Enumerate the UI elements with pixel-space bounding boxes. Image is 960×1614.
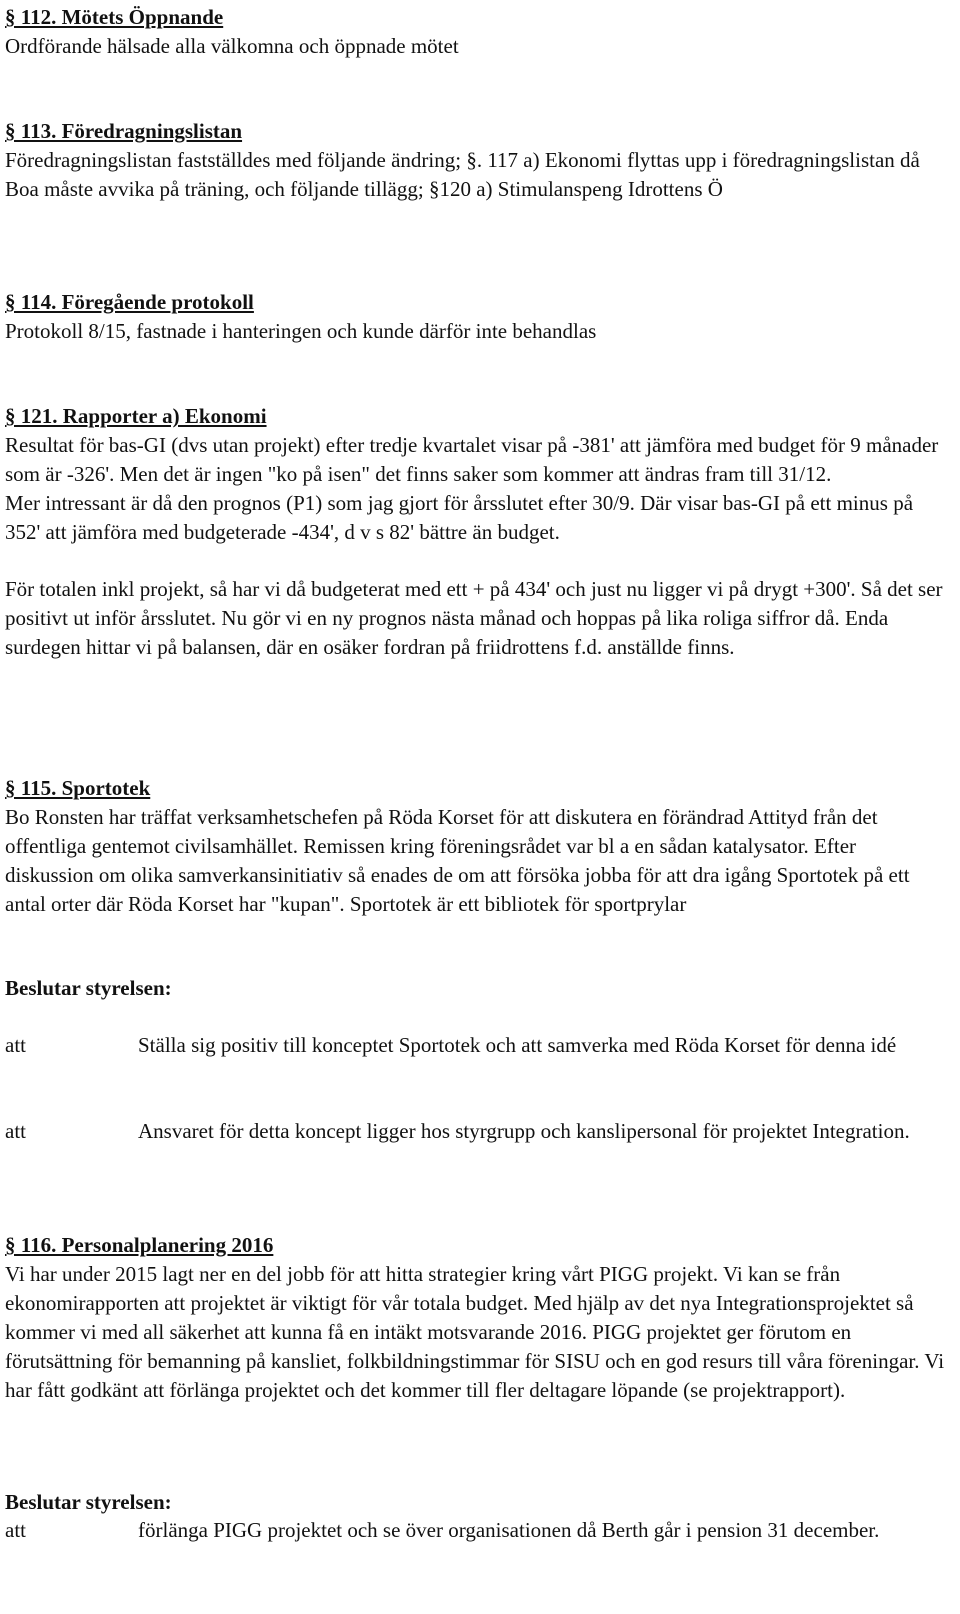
section-114: [5, 288, 945, 346]
resolution-text: Ansvaret för detta koncept ligger hos styrgrupp och kanslipersonal för projektet Integration.: [138, 1119, 910, 1143]
section-paragraph: För totalen inkl projekt, så har vi då budgeterat med ett + på 434' och just nu ligger vi på drygt +300'. Så det ser positivt ut inför årsslutet. Nu gör vi en ny prognos nästa månad och hoppas på lika roliga siffror då. Enda surdegen hittar vi på balansen, där en osäker fordran på friidrottens f.d. anställde finns.: [5, 577, 943, 659]
resolution-text: Ställa sig positiv till konceptet Sportotek och att samverka med Röda Korset för denna idé: [138, 1033, 897, 1057]
section-heading: § 116. Personalplanering 2016: [5, 1233, 274, 1257]
section-paragraph: Resultat för bas-GI (dvs utan projekt) efter tredje kvartalet visar på -381' att jämföra med budget för 9 månader som är -326'. Men det är ingen "ko på isen" det finns saker som kommer att ändras fram till 31/12.: [5, 433, 939, 486]
decision-label: Beslutar styrelsen:: [5, 976, 172, 1000]
section-112: [5, 3, 945, 61]
resolution-item: [5, 1516, 945, 1574]
decision-label: Beslutar styrelsen:: [5, 1490, 172, 1514]
section-heading: § 112. Mötets Öppnande: [5, 5, 224, 29]
section-116: [5, 1231, 945, 1405]
section-paragraph: Ordförande hälsade alla välkomna och öppnade mötet: [5, 34, 459, 58]
section-heading: § 114. Föregående protokoll: [5, 290, 254, 314]
resolution-prefix: att: [5, 1119, 26, 1143]
section-paragraph: Bo Ronsten har träffat verksamhetschefen på Röda Korset för att diskutera en förändrad Attityd från det offentliga gentemot civilsamhället. Remissen kring föreningsrådet var bl a en sådan katalysator. Efter diskussion om olika samverkansinitiativ så enades de om att försöka jobba för att dra igång Sportotek på ett antal orter där Röda Korset har "kupan". Sportotek är ett bibliotek för sportprylar: [5, 805, 910, 916]
resolution-item: [5, 1117, 945, 1175]
section-heading: § 115. Sportotek: [5, 776, 151, 800]
section-121: [5, 402, 945, 662]
section-115: [5, 774, 945, 919]
resolution-text: förlänga PIGG projektet och se över organisationen då Berth går i pension 31 december.: [138, 1518, 880, 1542]
resolution-prefix: att: [5, 1518, 26, 1542]
section-heading: § 121. Rapporter a) Ekonomi: [5, 404, 267, 428]
section-paragraph: Vi har under 2015 lagt ner en del jobb för att hitta strategier kring vårt PIGG projekt. Vi kan se från ekonomirapporten att projektet är viktigt för vår totala budget. Med hjälp av det nya Integrationsprojektet så kommer vi med all säkerhet att kunna få en intäkt motsvarande 2016. PIGG projektet ger förutom en förutsättning för bemanning på kansliet, folkbildningstimmar för SISU och en god resurs till våra föreningar. Vi har fått godkänt att förlänga projektet och det kommer till fler deltagare löpande (se projektrapport).: [5, 1262, 945, 1402]
section-paragraph: Protokoll 8/15, fastnade i hanteringen och kunde därför inte behandlas: [5, 319, 597, 343]
section-heading: § 113. Föredragningslistan: [5, 119, 243, 143]
resolution-prefix: att: [5, 1033, 26, 1057]
section-113: [5, 117, 945, 204]
section-paragraph: Mer intressant är då den prognos (P1) som jag gjort för årsslutet efter 30/9. Där visar bas-GI på ett minus på 352' att jämföra med budgeterade -434', d v s 82' bättre än budget.: [5, 491, 914, 544]
resolution-item: [5, 1031, 945, 1089]
section-paragraph: Föredragningslistan fastställdes med följande ändring; §. 117 a) Ekonomi flyttas upp i föredragningslistan då Boa måste avvika på träning, och följande tillägg; §120 a) Stimulanspeng Idrottens Ö: [5, 148, 920, 201]
